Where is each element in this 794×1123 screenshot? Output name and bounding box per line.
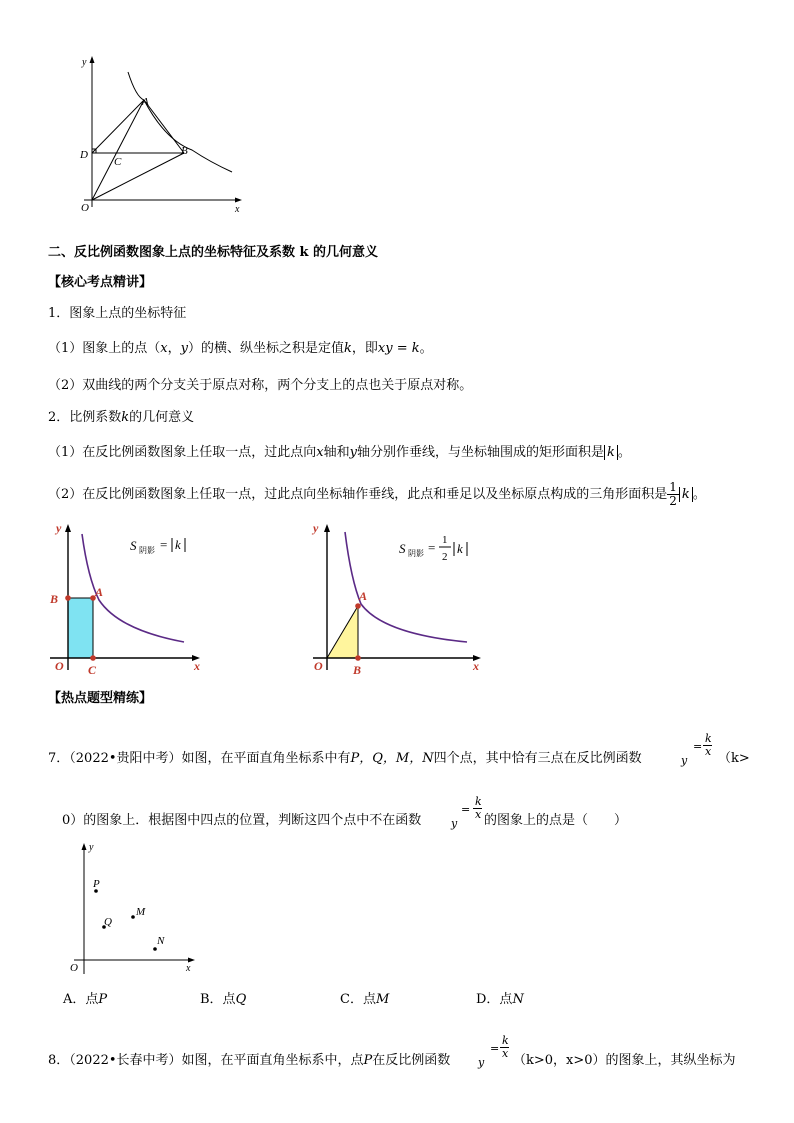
q8-func <box>478 1034 518 1074</box>
fig3-curve <box>345 532 467 642</box>
q7-f1-num: k <box>705 732 712 745</box>
q8-f-eq: = <box>490 1042 500 1055</box>
q8-cond: （k>0，x>0）的图象上，其纵坐标为 <box>513 1053 736 1068</box>
fig1-a-label: A <box>142 96 149 108</box>
q8-mid: 在反比例函数 <box>372 1053 451 1068</box>
q7-line2b: 的图象上的点是（ ） <box>484 813 628 828</box>
p2b-abs-k: k <box>679 487 693 502</box>
fig3-num: 1 <box>442 534 448 546</box>
q7-opt-c-label: C．点 <box>340 992 376 1007</box>
p2b-pre: （2）在反比例函数图象上任取一点，过此点向坐标轴作垂线，此点和垂足以及坐标原点构成的三角形面积是 <box>48 487 668 502</box>
p2b-end: 。 <box>692 487 706 502</box>
q8-pre: 8．（2022•长春中考）如图，在平面直角坐标系中，点 <box>48 1053 364 1068</box>
point-n <box>153 947 157 951</box>
fig3-s-sub: 阴影 <box>408 549 424 558</box>
p2b-den: 2 <box>669 494 677 508</box>
p2-title-pre: 2．比例系数 <box>48 410 122 425</box>
q7-opt-a-val: P <box>98 992 108 1007</box>
q7-option-a[interactable] <box>63 991 107 1009</box>
figure-2 <box>44 518 214 680</box>
q7-f2-y: y <box>451 817 458 830</box>
fig2-x-label: x <box>194 659 200 673</box>
q8-line1 <box>48 1052 450 1070</box>
q7-fig-o: O <box>70 962 78 974</box>
fig3-y-label: y <box>313 521 319 535</box>
q7-opt-d-val: N <box>512 992 524 1007</box>
q8-f-num: k <box>502 1034 509 1047</box>
q7-fig-m: M <box>136 906 146 918</box>
q7-mid: 四个点，其中恰有三点在反比例函数 <box>433 751 642 766</box>
q7-f2-eq: = <box>461 803 471 816</box>
fig3-a-label: A <box>359 589 368 603</box>
p2-title-k: k <box>121 410 130 425</box>
q7-points: P，Q，M，N <box>350 751 434 766</box>
q7-fig-x: x <box>186 963 191 974</box>
fig3-x-label: x <box>473 659 479 673</box>
fig3-b-label: B <box>353 663 362 677</box>
fig1-x-label: x <box>235 204 240 215</box>
q7-figure <box>62 838 202 978</box>
q7-fig-p: P <box>93 878 100 890</box>
q7-fig-n: N <box>157 935 165 947</box>
p2a-pre: （1）在反比例函数图象上任取一点，过此点向 <box>48 445 317 460</box>
fig2-y-label: y <box>56 521 62 535</box>
point-m <box>131 915 135 919</box>
q7-f1-y: y <box>681 754 688 767</box>
p2b-half <box>667 481 679 508</box>
q8-f-den: x <box>502 1047 509 1060</box>
q7-f1-den: x <box>705 745 712 758</box>
p2a-end: 。 <box>617 445 631 460</box>
q7-cond1: （k> <box>718 751 750 766</box>
point-1-title: 1．图象上点的坐标特征 <box>48 306 187 321</box>
figure-1 <box>70 52 250 220</box>
q7-opt-c-val: M <box>375 992 390 1007</box>
fig1-d-label: D <box>80 149 88 161</box>
fig2-o-label: O <box>55 659 64 673</box>
hot-header: 【热点题型精练】 <box>48 691 153 706</box>
p2a-y: y <box>349 445 357 460</box>
p1a-k: k <box>344 341 352 356</box>
q7-f1-eq: = <box>693 740 703 753</box>
q7-func-1 <box>681 732 721 772</box>
q7-option-d[interactable] <box>476 991 524 1009</box>
q7-line1 <box>48 750 642 768</box>
q7-f2-num: k <box>475 795 482 808</box>
q8-f-y: y <box>478 1056 485 1069</box>
figure-3 <box>305 518 485 680</box>
p2b-num: 1 <box>669 480 677 494</box>
fig2-abs-k: k <box>175 537 181 552</box>
fig1-c-label: C <box>114 156 122 168</box>
q7-opt-b-label: B．点 <box>200 992 236 1007</box>
q8-p: P <box>363 1053 373 1068</box>
p1a-pre: （1）图象上的点（ <box>48 341 161 356</box>
p1a-mid: ）的横、纵坐标之积是定值 <box>188 341 345 356</box>
fig3-eq: = <box>428 540 436 555</box>
q7-fig-y: y <box>89 842 94 853</box>
q7-opt-d-label: D．点 <box>476 992 513 1007</box>
fig2-eq: = <box>160 537 168 552</box>
fig2-shaded-rect <box>68 598 93 658</box>
q7-option-c[interactable] <box>340 991 389 1009</box>
fig3-shaded-triangle <box>327 606 358 658</box>
point-1-a <box>48 340 433 358</box>
fig2-c-label: C <box>88 663 97 677</box>
p1a-comma: ， <box>167 341 181 356</box>
q7-option-b[interactable] <box>200 991 246 1009</box>
q7-line2a: 0）的图象上．根据图中四点的位置，判断这四个点中不在函数 <box>62 813 422 828</box>
p2-title-post: 的几何意义 <box>129 410 195 425</box>
p2a-mid: 轴和 <box>323 445 350 460</box>
fig1-o-label: O <box>81 202 89 214</box>
section-2-title: 二、反比例函数图象上点的坐标特征及系数 k 的几何意义 <box>48 245 379 260</box>
p1a-x: x <box>160 341 168 356</box>
p2a-post: 轴分别作垂线，与坐标轴围成的矩形面积是 <box>357 445 605 460</box>
fig2-b-label: B <box>50 592 59 606</box>
core-header: 【核心考点精讲】 <box>48 275 153 290</box>
p1a-mid2: ，即 <box>351 341 378 356</box>
fig1-b-label: B <box>181 145 188 157</box>
fig1-y-label: y <box>82 57 87 68</box>
q7-pre: 7．（2022•贵阳中考）如图，在平面直角坐标系中有 <box>48 751 351 766</box>
p2a-abs-k: k <box>604 445 618 460</box>
p1a-eq: xy = k <box>377 341 420 356</box>
point-1-b: （2）双曲线的两个分支关于原点对称，两个分支上的点也关于原点对称。 <box>48 378 473 393</box>
fig3-den: 2 <box>442 551 448 563</box>
q7-f2-den: x <box>475 808 482 821</box>
fig2-s-sub: 阴影 <box>139 546 155 555</box>
fig2-a-label: A <box>95 585 104 599</box>
fig3-s-label: S <box>399 541 406 556</box>
q7-fig-q: Q <box>104 916 112 928</box>
fig2-s-label: S <box>130 538 137 553</box>
q7-opt-b-val: Q <box>235 992 247 1007</box>
fig3-o-label: O <box>314 659 323 673</box>
q7-opt-a-label: A．点 <box>63 992 99 1007</box>
point-2-title <box>48 409 194 427</box>
p2a-x: x <box>316 445 324 460</box>
p1a-end: 。 <box>419 341 433 356</box>
point-2-b <box>48 481 706 508</box>
p1a-y: y <box>180 341 188 356</box>
fig3-abs-k: k <box>457 541 463 556</box>
point-2-a <box>48 444 631 462</box>
